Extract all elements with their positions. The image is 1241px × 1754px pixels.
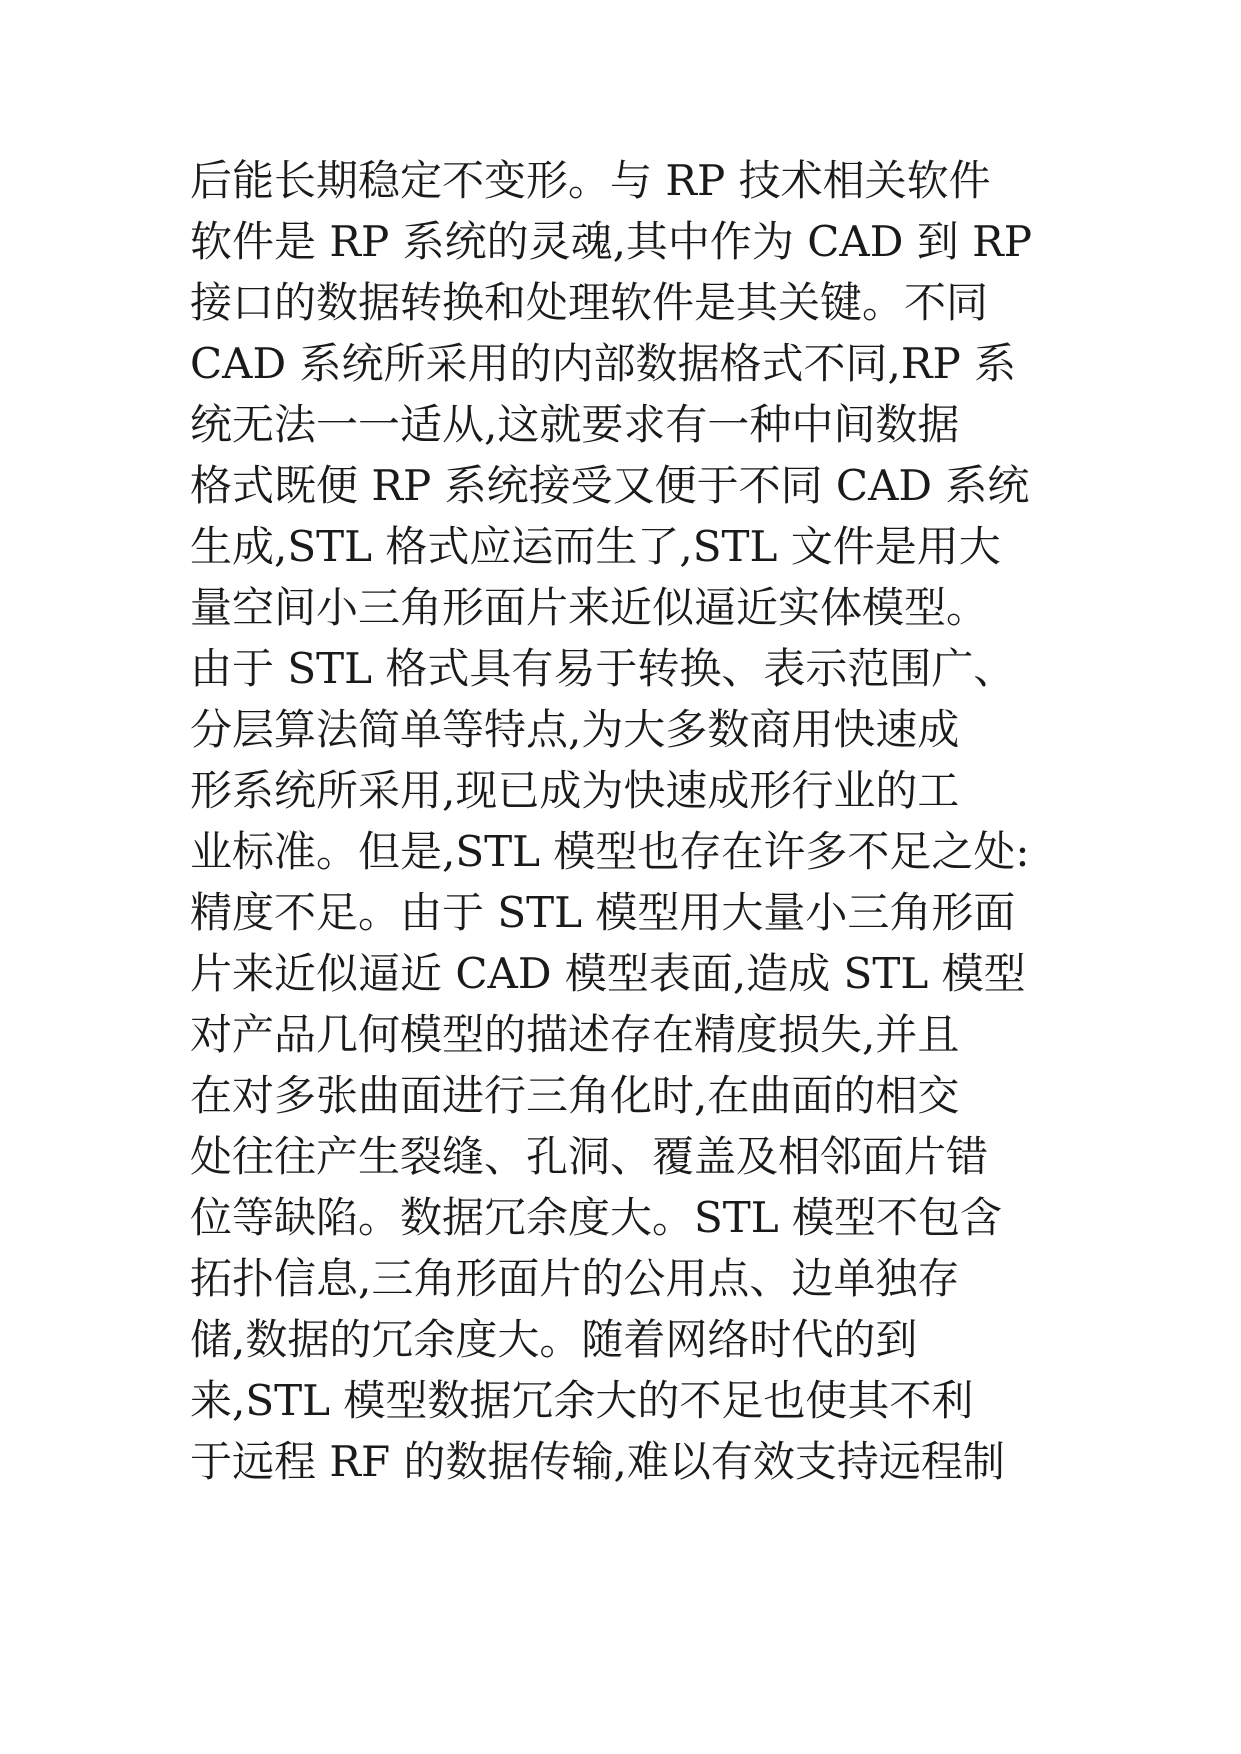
text-line-9: 由于 STL 格式具有易于转换、表示范围广、 xyxy=(190,644,1016,693)
text-line-6: 格式既便 RP 系统接受又便于不同 CAD 系统 xyxy=(190,461,1030,510)
text-line-16: 在对多张曲面进行三角化时,在曲面的相交 xyxy=(190,1071,960,1120)
text-line-22: 于远程 RF 的数据传输,难以有效支持远程制 xyxy=(190,1437,1005,1486)
text-line-21: 来,STL 模型数据冗余大的不足也使其不利 xyxy=(190,1376,974,1425)
text-line-8: 量空间小三角形面片来近似逼近实体模型。 xyxy=(190,583,989,632)
text-line-18: 位等缺陷。数据冗余度大。STL 模型不包含 xyxy=(190,1193,1003,1242)
text-line-13: 精度不足。由于 STL 模型用大量小三角形面 xyxy=(190,888,1016,937)
text-line-5: 统无法一一适从,这就要求有一种中间数据 xyxy=(190,400,960,449)
text-line-17: 处往往产生裂缝、孔洞、覆盖及相邻面片错 xyxy=(190,1132,989,1181)
text-line-12: 业标准。但是,STL 模型也存在许多不足之处: xyxy=(190,827,1030,876)
text-line-3: 接口的数据转换和处理软件是其关键。不同 xyxy=(190,278,989,327)
text-line-19: 拓扑信息,三角形面片的公用点、边单独存 xyxy=(190,1254,960,1303)
text-line-15: 对产品几何模型的描述存在精度损失,并且 xyxy=(190,1010,960,1059)
text-line-2: 软件是 RP 系统的灵魂,其中作为 CAD 到 RP xyxy=(190,217,1033,266)
text-line-14: 片来近似逼近 CAD 模型表面,造成 STL 模型 xyxy=(190,949,1026,998)
text-line-10: 分层算法简单等特点,为大多数商用快速成 xyxy=(190,705,960,754)
body-text xyxy=(190,150,1090,1492)
text-line-11: 形系统所采用,现已成为快速成形行业的工 xyxy=(190,766,960,815)
text-line-1: 后能长期稳定不变形。与 RP 技术相关软件 xyxy=(190,156,991,205)
text-line-20: 储,数据的冗余度大。随着网络时代的到 xyxy=(190,1315,918,1364)
text-line-7: 生成,STL 格式应运而生了,STL 文件是用大 xyxy=(190,522,1001,571)
text-line-4: CAD 系统所采用的内部数据格式不同,RP 系 xyxy=(190,339,1017,388)
